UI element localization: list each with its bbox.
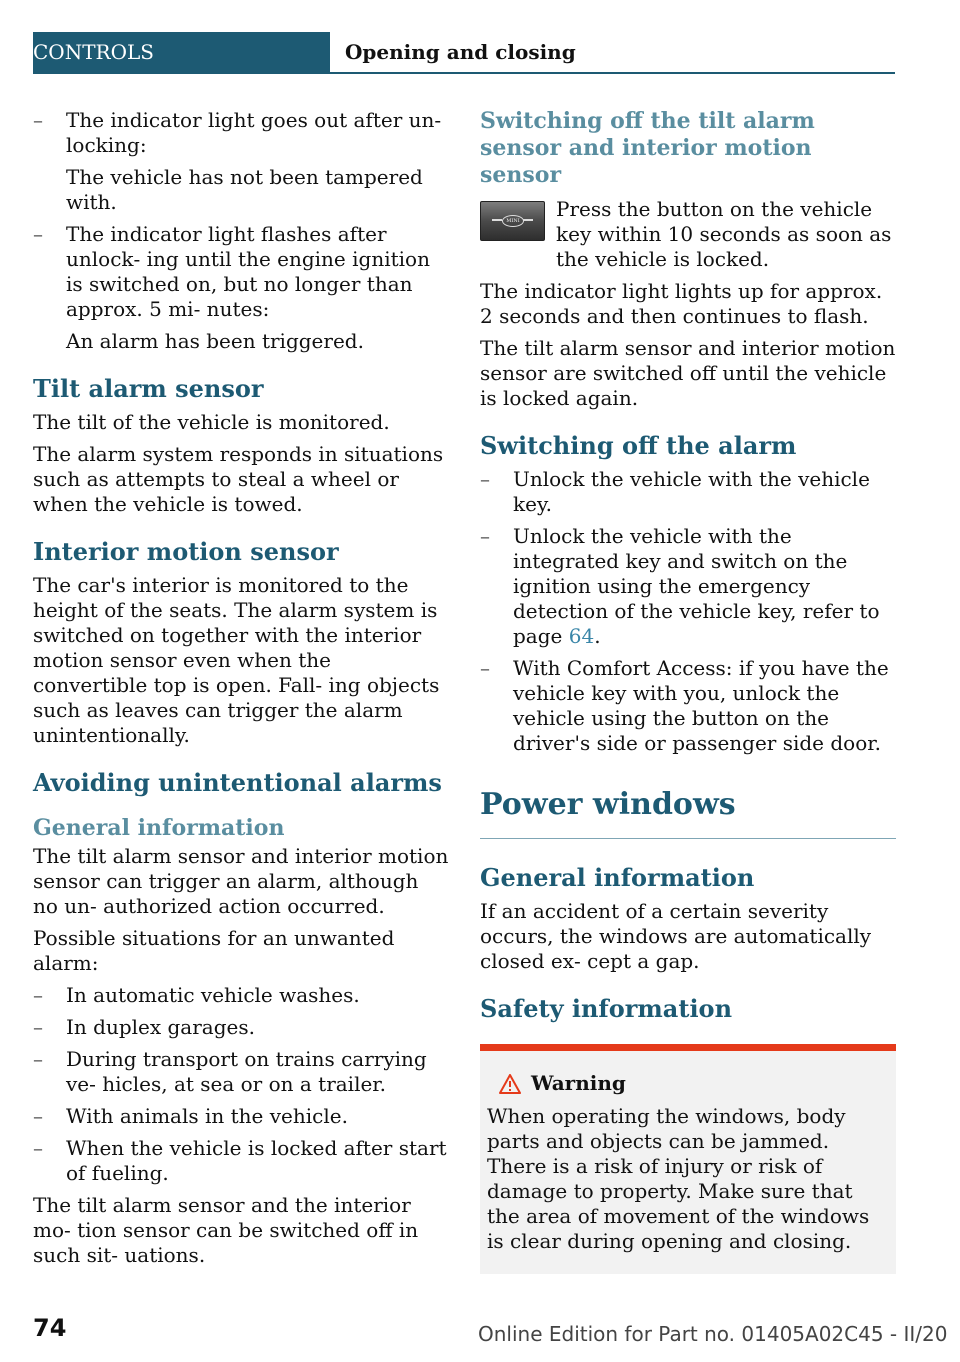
page-reference-link[interactable]: 64 xyxy=(568,624,595,648)
page-header xyxy=(33,32,895,74)
list-item xyxy=(33,222,449,322)
vehicle-key-button-icon xyxy=(480,201,545,241)
section-heading: General information xyxy=(480,863,755,892)
list-item xyxy=(480,656,896,756)
list-item xyxy=(33,108,449,158)
logo-wing-left xyxy=(492,219,502,221)
paragraph: Possible situations for an unwanted alarm: xyxy=(33,926,395,975)
section-heading: Avoiding unintentional alarms xyxy=(33,768,442,797)
left-column xyxy=(33,108,449,1275)
list-item-text-end: . xyxy=(594,624,601,648)
dash-bullet: – xyxy=(33,1136,43,1160)
section-tab xyxy=(33,32,330,72)
page-number: 74 xyxy=(33,1314,67,1342)
paragraph: If an accident of a certain severity occurs, the windows are automatically closed ex‐ cept a gap. xyxy=(480,899,872,973)
list-item-text: With animals in the vehicle. xyxy=(66,1104,348,1128)
list-item xyxy=(480,524,896,649)
section-label: CONTROLS xyxy=(33,40,154,64)
dash-bullet: – xyxy=(480,656,490,680)
section-heading: Safety information xyxy=(480,994,733,1023)
dash-bullet: – xyxy=(33,983,43,1007)
list-item xyxy=(33,1136,449,1186)
key-instruction-text: Press the button on the vehicle key within 10 seconds as soon as the vehicle is locked. xyxy=(556,197,892,271)
warning-triangle-icon xyxy=(499,1074,521,1094)
dash-bullet: – xyxy=(33,1015,43,1039)
list-item-text: With Comfort Access: if you have the vehicle key with you, unlock the vehicle using the button on the driver's side or passenger side door. xyxy=(513,656,889,755)
dash-bullet: – xyxy=(33,1104,43,1128)
dash-bullet: – xyxy=(480,524,490,548)
dash-bullet: – xyxy=(33,222,43,246)
list-item-text: During transport on trains carrying ve‐ hicles, at sea or on a trailer. xyxy=(66,1047,427,1096)
list-item xyxy=(480,467,896,517)
list-item-text: The indicator light flashes after unlock‐ ing until the engine ignition is switched on, but no longer than approx. 5 mi‐ nutes: xyxy=(66,222,430,321)
list-item-text: The indicator light goes out after un‐ locking: xyxy=(66,108,442,157)
dash-bullet: – xyxy=(480,467,490,491)
list-item xyxy=(33,1047,449,1097)
paragraph: The car's interior is monitored to the height of the seats. The alarm system is switched on together with the interior motion sensor even when the convertible top is open. Fall‐ ing objects such as leaves can trigger the alarm unintentionally. xyxy=(33,573,440,747)
list-item-text: Unlock the vehicle with the vehicle key. xyxy=(513,467,870,516)
mini-logo-icon: MINI xyxy=(502,215,524,227)
paragraph: The tilt alarm sensor and the interior mo‐ tion sensor can be switched off in such sit‐ uations. xyxy=(33,1193,419,1267)
right-column xyxy=(480,108,896,1274)
list-item-text: In automatic vehicle washes. xyxy=(66,983,360,1007)
paragraph: The indicator light lights up for approx. 2 seconds and then continues to flash. xyxy=(480,279,883,328)
chapter-heading: Power windows xyxy=(480,786,896,839)
list-item xyxy=(33,1104,449,1129)
key-instruction xyxy=(480,197,896,272)
warning-text: When operating the windows, body parts and objects can be jammed. There is a risk of injury or risk of damage to property. Make sure that the area of movement of the windows is clear during opening and closing. xyxy=(487,1104,870,1253)
paragraph: The alarm system responds in situations such as attempts to steal a wheel or when the vehicle is towed. xyxy=(33,442,444,516)
list-item-text xyxy=(513,524,896,649)
section-heading: Switching off the alarm xyxy=(480,431,797,460)
paragraph: The tilt alarm sensor and interior motion sensor are switched off until the vehicle is locked again. xyxy=(480,336,896,410)
page-title: Opening and closing xyxy=(345,40,576,64)
list-item-subtext: The vehicle has not been tampered with. xyxy=(66,165,423,214)
section-heading: Tilt alarm sensor xyxy=(33,374,264,403)
paragraph: The tilt of the vehicle is monitored. xyxy=(33,410,390,434)
warning-title-row xyxy=(487,1071,886,1096)
list-item xyxy=(33,983,449,1008)
list-item xyxy=(33,1015,449,1040)
logo-wing-right xyxy=(523,219,533,221)
warning-box xyxy=(480,1044,896,1274)
footer-edition: Online Edition for Part no. 01405A02C45 - II/20 xyxy=(478,1322,948,1346)
section-heading: Switching off the tilt alarm sensor and interior motion sensor xyxy=(480,108,815,188)
warning-title: Warning xyxy=(531,1071,626,1095)
list-item-text: When the vehicle is locked after start of fueling. xyxy=(66,1136,447,1185)
subsection-heading: General information xyxy=(33,815,285,841)
list-item-text-part: Unlock the vehicle with the integrated key and switch on the ignition using the emergency detection of the vehicle key, refer to page xyxy=(513,524,880,648)
paragraph: The tilt alarm sensor and interior motion sensor can trigger an alarm, although no un‐ authorized action occurred. xyxy=(33,844,449,918)
dash-bullet: – xyxy=(33,1047,43,1071)
dash-bullet: – xyxy=(33,108,43,132)
section-heading: Interior motion sensor xyxy=(33,537,339,566)
list-item-text: In duplex garages. xyxy=(66,1015,255,1039)
list-item-subtext: An alarm has been triggered. xyxy=(66,329,364,353)
